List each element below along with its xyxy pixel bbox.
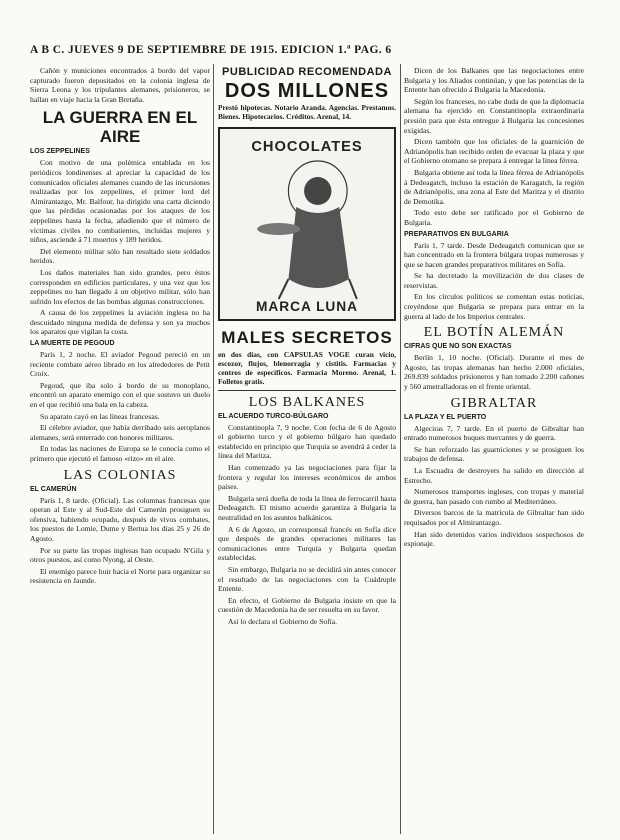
column-right — [404, 66, 584, 836]
article-paragraph: En todas las naciones de Europa se le conocía como el primero que ejecutó el famoso «rizo» en el aire. — [30, 444, 210, 463]
article-paragraph: Del elemento militar sólo han resultado siete soldados heridos. — [30, 246, 210, 266]
article-paragraph: Diversos barcos de la matrícula de Gibraltar han sido requisados por el Almirantazgo. — [404, 508, 584, 527]
figure-head — [304, 177, 331, 205]
article-paragraph: Por su parte las tropas inglesas han ocupado N'Gila y otros puestos, así como Nyong, al Oeste. — [30, 545, 210, 565]
ad-dos-millones-body: Prestó hipotecas. Notario Aranda. Agencias. Prestamos. Bienes. Hipotecarios. Créditos. Arenal, 14. — [218, 102, 396, 121]
article-paragraph: Todo esto debe ser ratificado por el Gobierno de Bulgaria. — [404, 208, 584, 227]
divider — [218, 390, 396, 391]
article-paragraph: En efecto, el Gobierno de Bulgaria insiste en que la cuestión de Macedonia ha de ser resuelta en su favor. — [218, 595, 396, 615]
column-rule — [400, 64, 401, 834]
article-paragraph: Numerosos transportes ingleses, con tropas y material de guerra, han pasado con rumbo al Mediterráneo. — [404, 487, 584, 506]
subheading-zeppelines: LOS ZEPPELINES — [30, 148, 90, 156]
article-paragraph: El célebre aviador, que había derribado seis aeroplanos alemanes, será enterrado con honores militares. — [30, 423, 210, 442]
subheading-botin: CIFRAS QUE NO SON EXACTAS — [404, 343, 512, 351]
article-paragraph: En los círculos políticos se comentan estas noticias, creyéndose que Bulgaria se prepara para entrar en la guerra al lado de los Imperios centrales. — [404, 292, 584, 321]
article-paragraph: A 6 de Agosto, un corresponsal francés en Sofía dice que después de grandes operaciones militares las comunicaciones entre Turquía y Bulgaria quedan establecidas. — [218, 524, 396, 563]
ad-males-secretos-title: MALES SECRETOS — [221, 327, 393, 347]
tray-shape — [257, 223, 300, 235]
subheading-camerun: EL CAMERÚN — [30, 485, 77, 493]
article-paragraph: El enemigo parece huir hacia el Norte para organizar su resistencia en Jaunde. — [30, 566, 210, 586]
article-paragraph: Constantinopla 7, 9 noche. Con fecha de 6 de Agosto el gobierno turco y el gobierno búlgaro han quedado establecido en principio que Turquía se avendrá á ceder la línea del Maritza. — [218, 422, 396, 461]
article-paragraph: Dicen de los Balkanes que las negociaciones entre Bulgaria y los Aliados continúan, y que las potencias de la Entente han ofrecido á Bulgaria la Macedonia. — [404, 66, 584, 95]
article-paragraph: Bulgaria obtiene así toda la línea férrea de Adrianópolis á Dedeagatch, incluso la estación de Karagatch, la región de Adrianópolis, una zona al Este del Maritza y el distrito de Demotika. — [404, 167, 584, 206]
article-paragraph: Así lo declara el Gobierno de Sofía. — [228, 616, 338, 626]
article-paragraph: París 1, 2 noche. El aviador Pegoud pereció en un reciente combate aéreo librado en los alrededores de Petit Croix. — [30, 350, 210, 379]
subheading-preparativos: PREPARATIVOS EN BULGARIA — [404, 230, 509, 238]
article-paragraph: Su aparato cayó en las líneas francesas. — [40, 411, 160, 421]
chocolate-illustration-svg — [220, 129, 394, 319]
column-rule — [213, 64, 214, 834]
headline-colonias: LAS COLONIAS — [63, 467, 177, 483]
publicidad-heading: PUBLICIDAD RECOMENDADA — [222, 66, 392, 78]
article-paragraph: Han sido detenidos varios individuos sospechosos de espionaje. — [404, 529, 584, 549]
article-paragraph: Se ha decretado la movilización de dos clases de reservistas. — [404, 271, 584, 290]
article-paragraph: Según los franceses, no cabe duda de que la diplomacia alemana ha ejercido en Constantinopla extraordinaria presión para que ésta entregue á Bulgaria las concesiones exigidas. — [404, 96, 584, 135]
article-paragraph: Berlín 1, 10 noche. (Oficial). Durante el mes de Agosto, las tropas alemanas han hecho 2.000 oficiales, 269.839 soldados prisioneros y han tomado 2.200 cañones y 560 ametralladoras en el frente oriental. — [404, 353, 584, 392]
column-left — [30, 66, 210, 836]
figure-robe — [288, 207, 349, 288]
headline-balkanes: LOS BALKANES — [248, 394, 366, 410]
page-header: A B C. JUEVES 9 DE SEPTIEMBRE DE 1915. EDICION 1.ª PAG. 6 — [30, 44, 392, 56]
article-paragraph: Cañón y municiones encontrados á bordo del vapor capturado fueron depositados en la colonia inglesa de Sierra Leona y los tripulantes alemanes, prisioneros, se hallan en viaje hacia la Gran Bretaña. — [30, 66, 210, 104]
chocolates-ad-illustration — [218, 127, 396, 321]
article-paragraph: A causa de los zeppelines la aviación inglesa no ha descuidado ninguna medida de defensa y son ya muchos los aparatos que vigilan la costa. — [30, 308, 210, 337]
article-paragraph: Algeciras 7, 7 tarde. En el puerto de Gibraltar han entrado numerosos buques mercantes y de guerra. — [404, 423, 584, 443]
choc-top-text: CHOCOLATES — [251, 138, 363, 155]
article-paragraph: Pegoud, que iba solo á bordo de su monoplano, encontró un aparato enemigo con el que sostuvo un duelo en el que recibió una bala en la cabeza. — [30, 380, 210, 410]
article-paragraph: Dicen también que los oficiales de la guarnición de Adrianópolis han recibido orden de evacuar la plaza y que el Gobierno otomano se prepara á entregar la línea férrea. — [404, 137, 584, 166]
article-paragraph: La Escuadra de destroyers ha salido en dirección al Estrecho. — [404, 466, 584, 485]
article-paragraph: París 1, 8 tarde. (Oficial). Las columnas francesas que operan al Este y al Sud-Este del Camerún prosiguen su ofensiva, habiendo ocupado, después de vivos combates, los puestos de Lomie, Dume y Bertua los días 25 y 26 de Agosto. — [30, 495, 210, 543]
article-paragraph: Sin embargo, Bulgaria no se decidirá sin antes conocer el resultado de las negociaciones con la Cuádruple Entente. — [218, 564, 396, 594]
article-paragraph: Se han reforzado las guarniciones y se prosiguen los trabajos de defensa. — [404, 444, 584, 464]
subheading-acuerdo: EL ACUERDO TURCO-BÚLGARO — [218, 412, 329, 420]
article-paragraph: Con motivo de una polémica entablada en los periódicos londinenses al apreciar la capacidad de los comunicados oficiales alemanes cuando de las incursiones realizadas por los zeppelines, el primer lord del Almirantazgo, Mr. Balfour, ha dirigido una carta diciendo que las pérdidas ocasionadas por los ataques de los zeppelines hasta la fecha, añadiendo que el número de víctimas civiles no combatientes, incluidas mujeres y niños, asciende á 71 muertos y 189 heridos. — [30, 158, 210, 245]
subheading-pegoud: LA MUERTE DE PEGOUD — [30, 340, 115, 348]
headline-gibraltar: GIBRALTAR — [450, 395, 538, 411]
ad-dos-millones-title: DOS MILLONES — [224, 79, 390, 102]
article-paragraph: Bulgaria será dueña de toda la línea de ferrocarril hasta Dedeagatch. El mismo acuerdo garantiza á Bulgaria la neutralidad en los asuntos balkánicos. — [218, 493, 396, 522]
choc-bottom-text: MARCA LUNA — [256, 297, 358, 314]
ad-males-secretos-body: en dos días, con CAPSULAS VOGE curan vicio, escozor, flujos, blenorragia y cistitis. Farmacias y centros de específicos. Farmacia Moreno. Arenal, 1. Folletos gratis. — [218, 349, 396, 386]
headline-guerra-aire: LA GUERRA EN EL AIRE — [42, 108, 198, 147]
headline-botin: EL BOTÍN ALEMÁN — [423, 325, 565, 341]
article-paragraph: Los daños materiales han sido grandes, pero éstos corresponden en edificios particulares, y una vez que los zeppelines no han llegado á un objetivo militar, sólo han sufrido los efectos de las bombas algunas construcciones. — [30, 267, 210, 306]
subheading-gibraltar: LA PLAZA Y EL PUERTO — [404, 413, 487, 421]
article-paragraph: París 1, 7 tarde. Desde Dedeagatch comunican que se han concentrado en la frontera búlgara tropas numerosas y que se hacen grandes preparativos militares en Sofía. — [404, 240, 584, 269]
article-paragraph: Han comenzado ya las negociaciones para fijar la frontera y regular los intereses económicos de ambos países. — [218, 462, 396, 492]
column-middle — [218, 66, 396, 836]
